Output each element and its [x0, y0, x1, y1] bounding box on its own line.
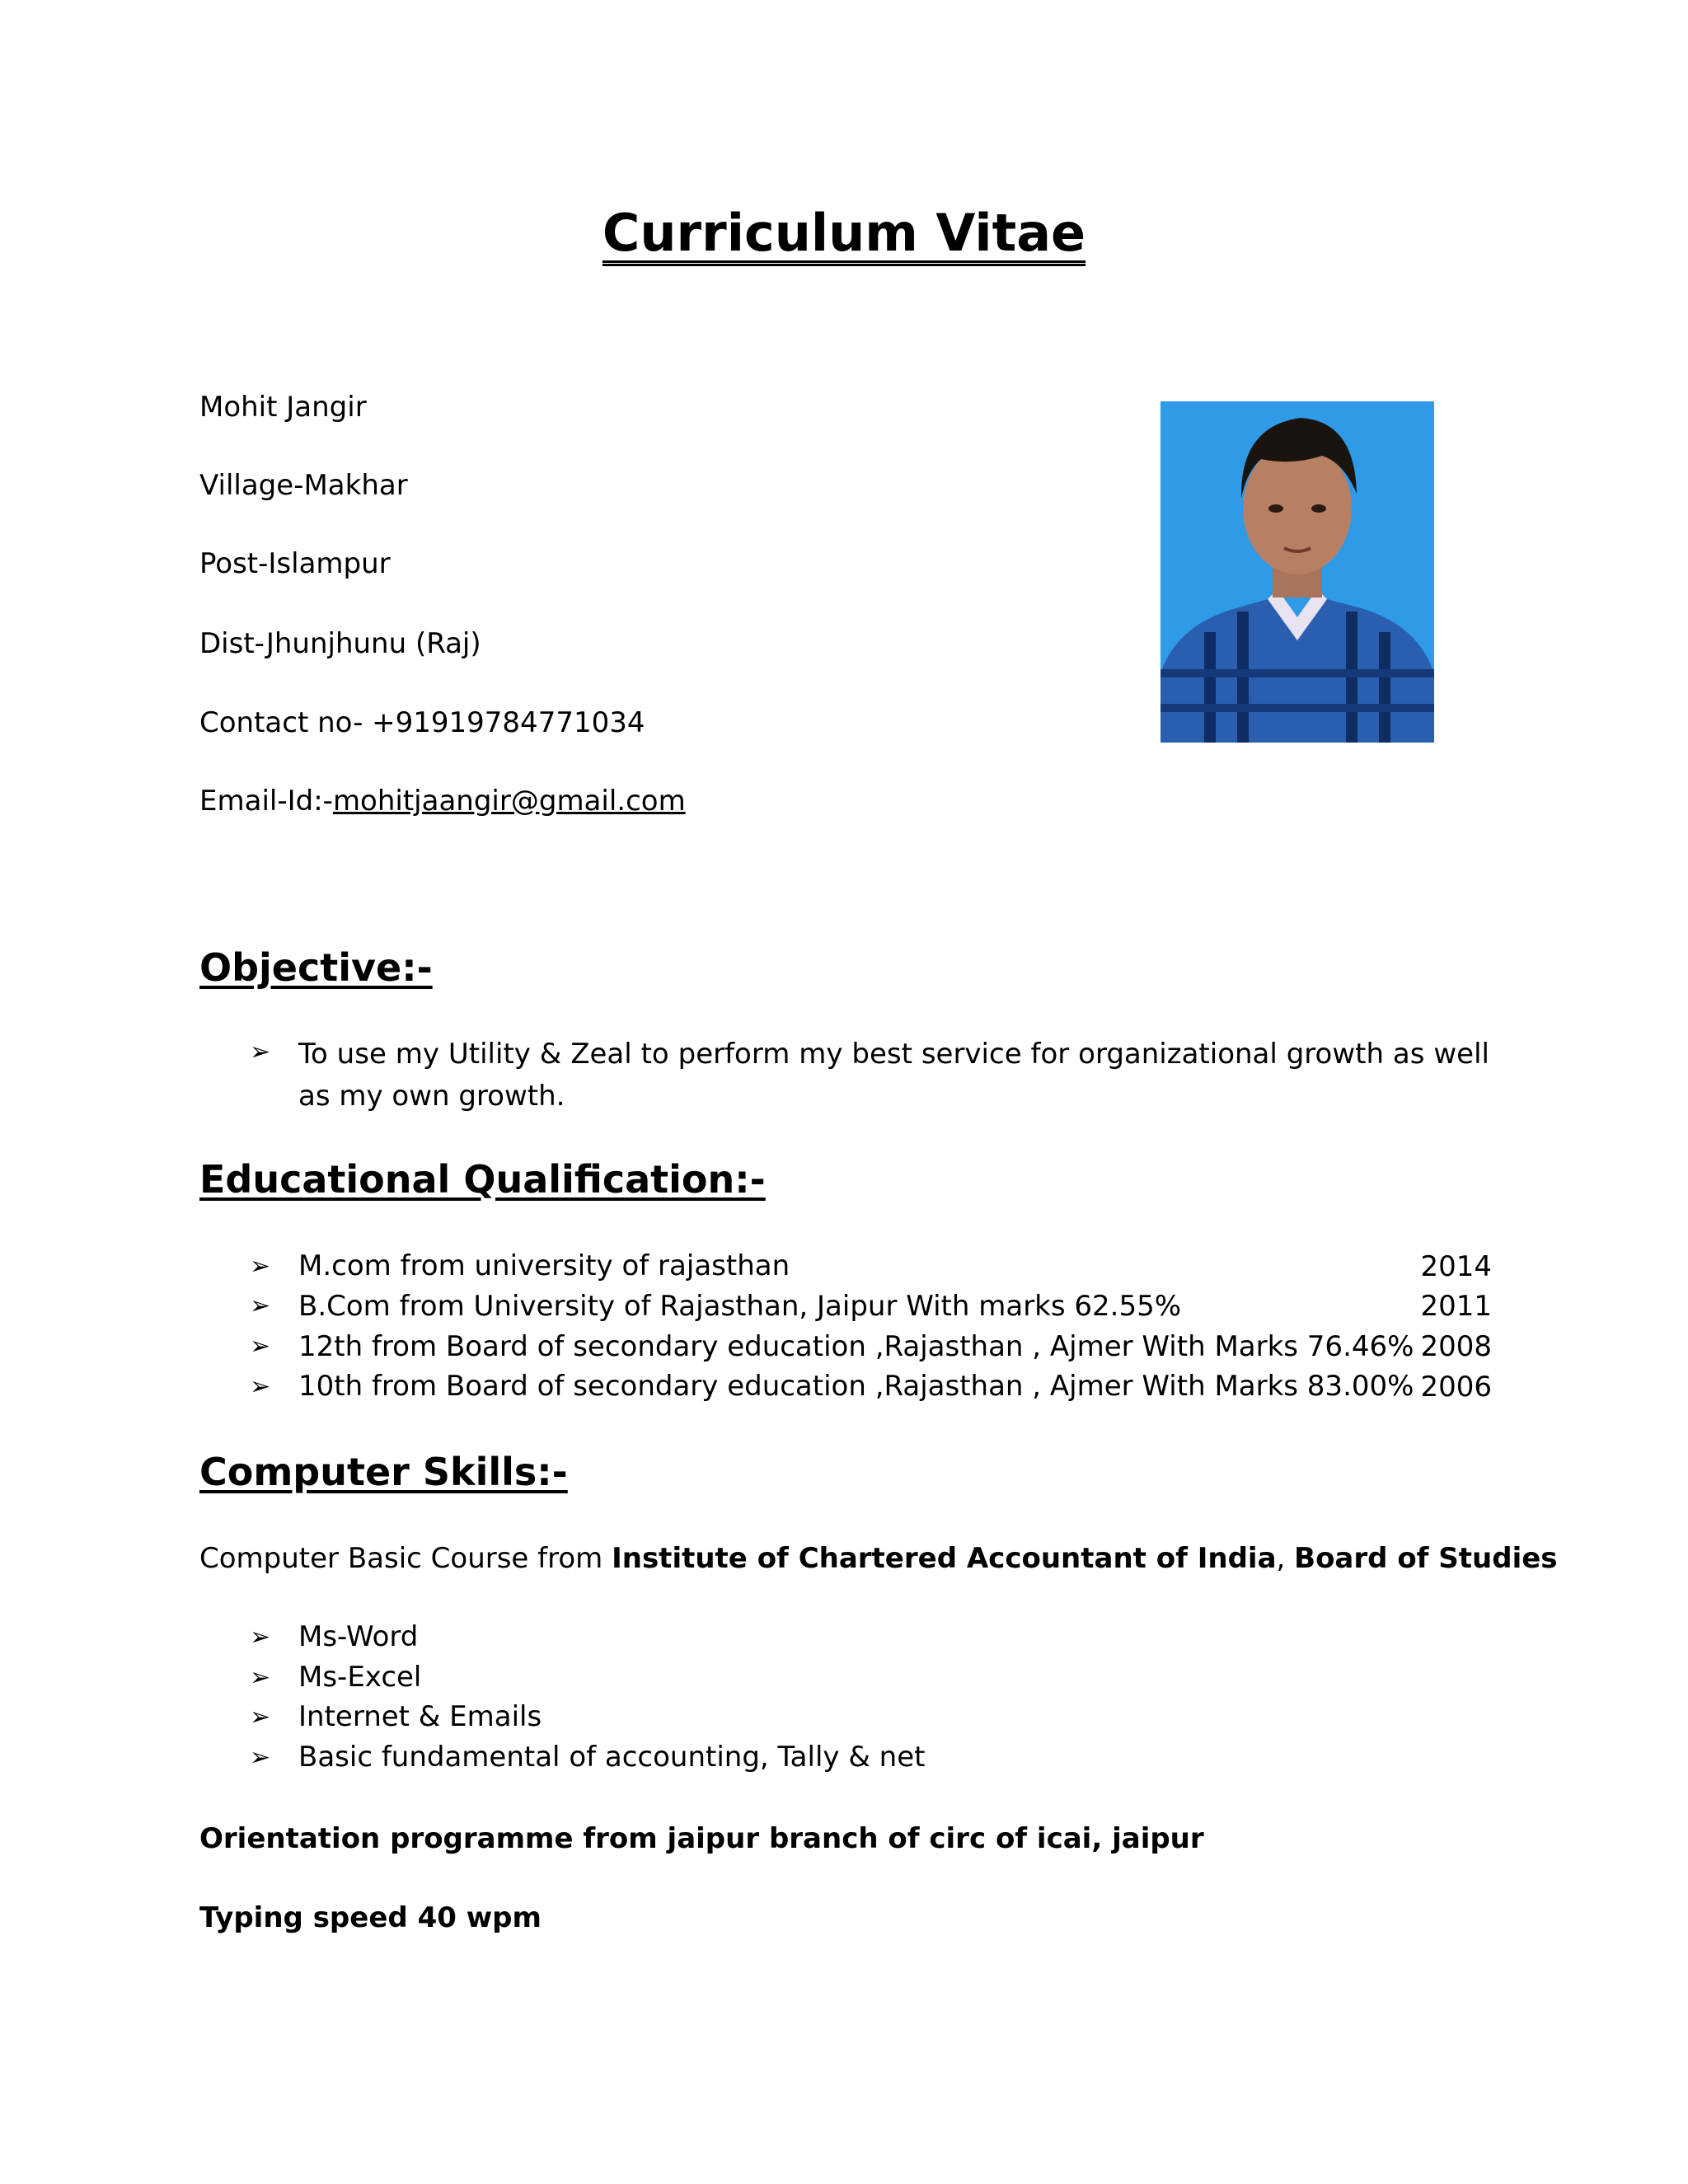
profile-photo-image	[1160, 401, 1434, 743]
bullet-icon: ➢	[250, 1332, 271, 1361]
course-prefix: Computer Basic Course from	[199, 1542, 612, 1575]
objective-text: To use my Utility & Zeal to perform my best service for organizational growth as well as my own growth.	[298, 1038, 1489, 1113]
bullet-icon: ➢	[250, 1703, 271, 1732]
education-item: M.com from university of rajasthan	[298, 1249, 790, 1282]
computer-skills-heading: Computer Skills:-	[199, 1450, 568, 1494]
education-heading: Educational Qualification:-	[199, 1157, 766, 1202]
education-year: 2011	[1420, 1290, 1492, 1323]
skill-item: Ms-Word	[298, 1620, 419, 1653]
education-year: 2006	[1420, 1371, 1492, 1404]
course-separator: ,	[1276, 1542, 1295, 1575]
bullet-icon: ➢	[250, 1743, 271, 1772]
skill-item: Internet & Emails	[298, 1700, 542, 1733]
email-label: Email-Id:-	[199, 785, 333, 818]
education-year: 2008	[1420, 1330, 1492, 1363]
contact-post: Post-Islampur	[199, 547, 391, 580]
page-title: Curriculum Vitae	[602, 203, 1086, 263]
bullet-icon: ➢	[250, 1623, 271, 1652]
course-board: Board of Studies	[1294, 1542, 1558, 1575]
email-link[interactable]: mohitjaangir@gmail.com	[332, 785, 686, 818]
bullet-icon: ➢	[250, 1663, 271, 1692]
skill-item: Basic fundamental of accounting, Tally & net	[298, 1741, 926, 1774]
education-year: 2014	[1420, 1250, 1492, 1283]
contact-village: Village-Makhar	[199, 469, 408, 502]
contact-phone: Contact no- +91919784771034	[199, 706, 645, 739]
typing-speed-line: Typing speed 40 wpm	[199, 1901, 542, 1934]
course-institute: Institute of Chartered Accountant of India	[612, 1542, 1277, 1575]
objective-heading: Objective:-	[199, 945, 433, 990]
computer-course-line	[199, 1540, 1558, 1577]
contact-district: Dist-Jhunjhunu (Raj)	[199, 627, 481, 660]
profile-photo	[1160, 401, 1434, 743]
orientation-line: Orientation programme from jaipur branch of circ of icai, jaipur	[199, 1822, 1204, 1855]
contact-email-line	[199, 783, 686, 819]
contact-name: Mohit Jangir	[199, 391, 367, 424]
bullet-icon: ➢	[250, 1038, 271, 1066]
education-item: 12th from Board of secondary education ,Rajasthan , Ajmer With Marks 76.46%	[298, 1330, 1414, 1363]
bullet-icon: ➢	[250, 1372, 271, 1401]
education-item: 10th from Board of secondary education ,Rajasthan , Ajmer With Marks 83.00%	[298, 1370, 1414, 1403]
bullet-icon: ➢	[250, 1252, 271, 1281]
skill-item: Ms-Excel	[298, 1661, 422, 1694]
bullet-icon: ➢	[250, 1291, 271, 1320]
education-item: B.Com from University of Rajasthan, Jaipur With marks 62.55%	[298, 1290, 1182, 1323]
